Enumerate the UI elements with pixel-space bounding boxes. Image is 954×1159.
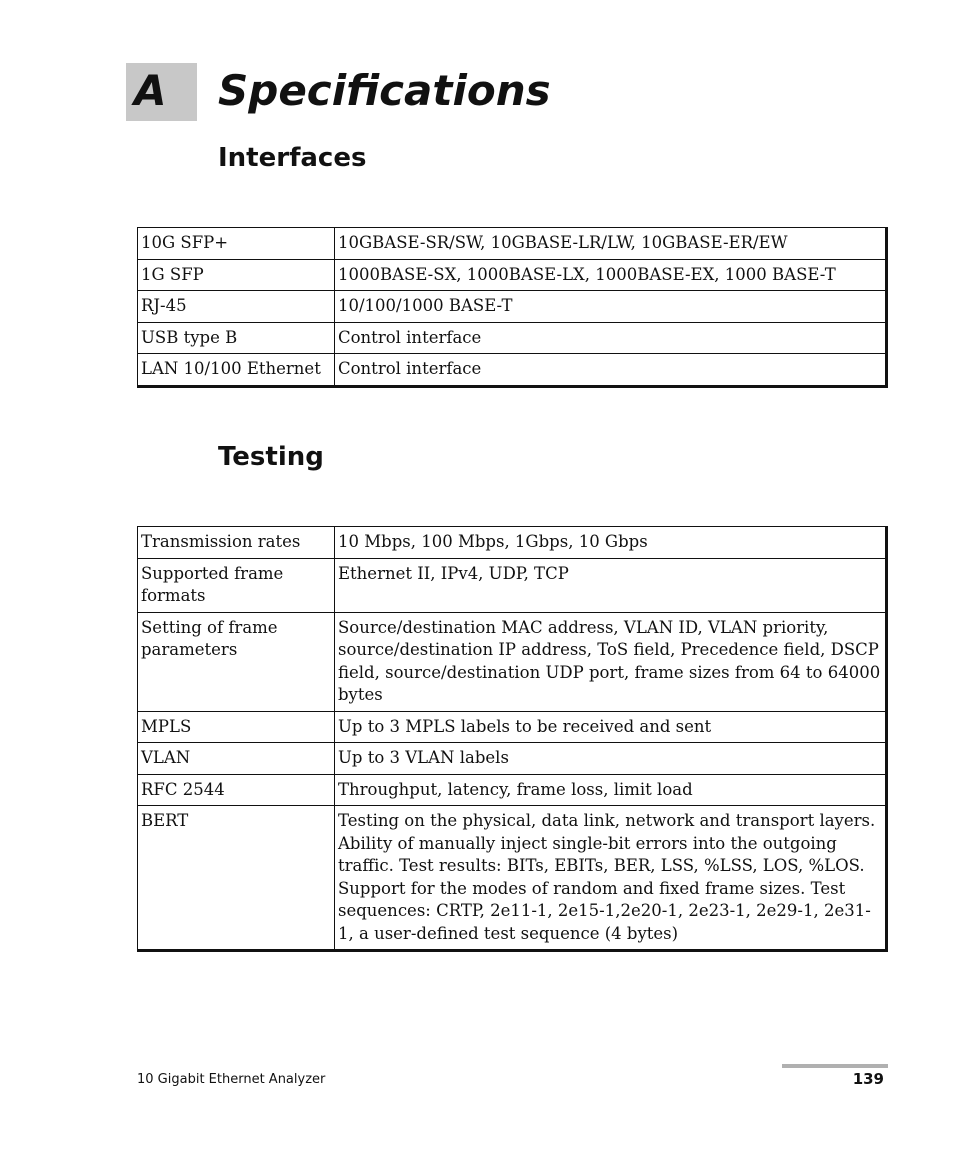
page-number: 139 (852, 1070, 884, 1088)
spec-value: 10/100/1000 BASE-T (335, 291, 887, 323)
testing-table (137, 526, 888, 952)
interfaces-table (137, 227, 888, 388)
table-row (138, 774, 887, 806)
table-row (138, 259, 887, 291)
spec-value: Ethernet II, IPv4, UDP, TCP (335, 558, 887, 612)
spec-label: 1G SFP (138, 259, 335, 291)
spec-label: Setting of frame parameters (138, 612, 335, 711)
table-row (138, 291, 887, 323)
table-row (138, 806, 887, 951)
spec-value: Control interface (335, 322, 887, 354)
spec-value: Control interface (335, 354, 887, 387)
spec-label: USB type B (138, 322, 335, 354)
spec-label: BERT (138, 806, 335, 951)
chapter-letter: A (134, 66, 167, 115)
table-row (138, 322, 887, 354)
spec-value: 1000BASE-SX, 1000BASE-LX, 1000BASE-EX, 1000 BASE-T (335, 259, 887, 291)
spec-label: Transmission rates (138, 527, 335, 559)
spec-value: Throughput, latency, frame loss, limit load (335, 774, 887, 806)
spec-value: 10 Mbps, 100 Mbps, 1Gbps, 10 Gbps (335, 527, 887, 559)
spec-label: RJ-45 (138, 291, 335, 323)
spec-label: 10G SFP+ (138, 228, 335, 260)
spec-value: Up to 3 VLAN labels (335, 743, 887, 775)
spec-label: LAN 10/100 Ethernet (138, 354, 335, 387)
spec-label: RFC 2544 (138, 774, 335, 806)
spec-value: 10GBASE-SR/SW, 10GBASE-LR/LW, 10GBASE-ER/EW (335, 228, 887, 260)
table-row (138, 711, 887, 743)
spec-value: Testing on the physical, data link, network and transport layers. Ability of manually inject single-bit errors into the outgoing traffic. Test results: BITs, EBITs, BER, LSS, %LSS, LOS, %LOS. Support for the modes of random and fixed frame sizes. Test sequences: CRTP, 2e11-1, 2e15-1,2e20-1, 2e23-1, 2e29-1, 2e31-1, a user-defined test sequence (4 bytes) (335, 806, 887, 951)
spec-label: VLAN (138, 743, 335, 775)
spec-value: Source/destination MAC address, VLAN ID, VLAN priority, source/destination IP address, ToS field, Precedence field, DSCP field, source/destination UDP port, frame sizes from 64 to 64000 bytes (335, 612, 887, 711)
footer-product-name: 10 Gigabit Ethernet Analyzer (137, 1072, 326, 1087)
table-row (138, 743, 887, 775)
footer-rule (782, 1064, 888, 1068)
spec-label: Supported frame formats (138, 558, 335, 612)
spec-value: Up to 3 MPLS labels to be received and sent (335, 711, 887, 743)
section-title-testing: Testing (218, 442, 324, 472)
table-row (138, 354, 887, 387)
spec-label: MPLS (138, 711, 335, 743)
section-title-interfaces: Interfaces (218, 143, 367, 173)
chapter-title: Specifications (218, 66, 551, 115)
table-row (138, 228, 887, 260)
table-row (138, 527, 887, 559)
table-row (138, 558, 887, 612)
table-row (138, 612, 887, 711)
